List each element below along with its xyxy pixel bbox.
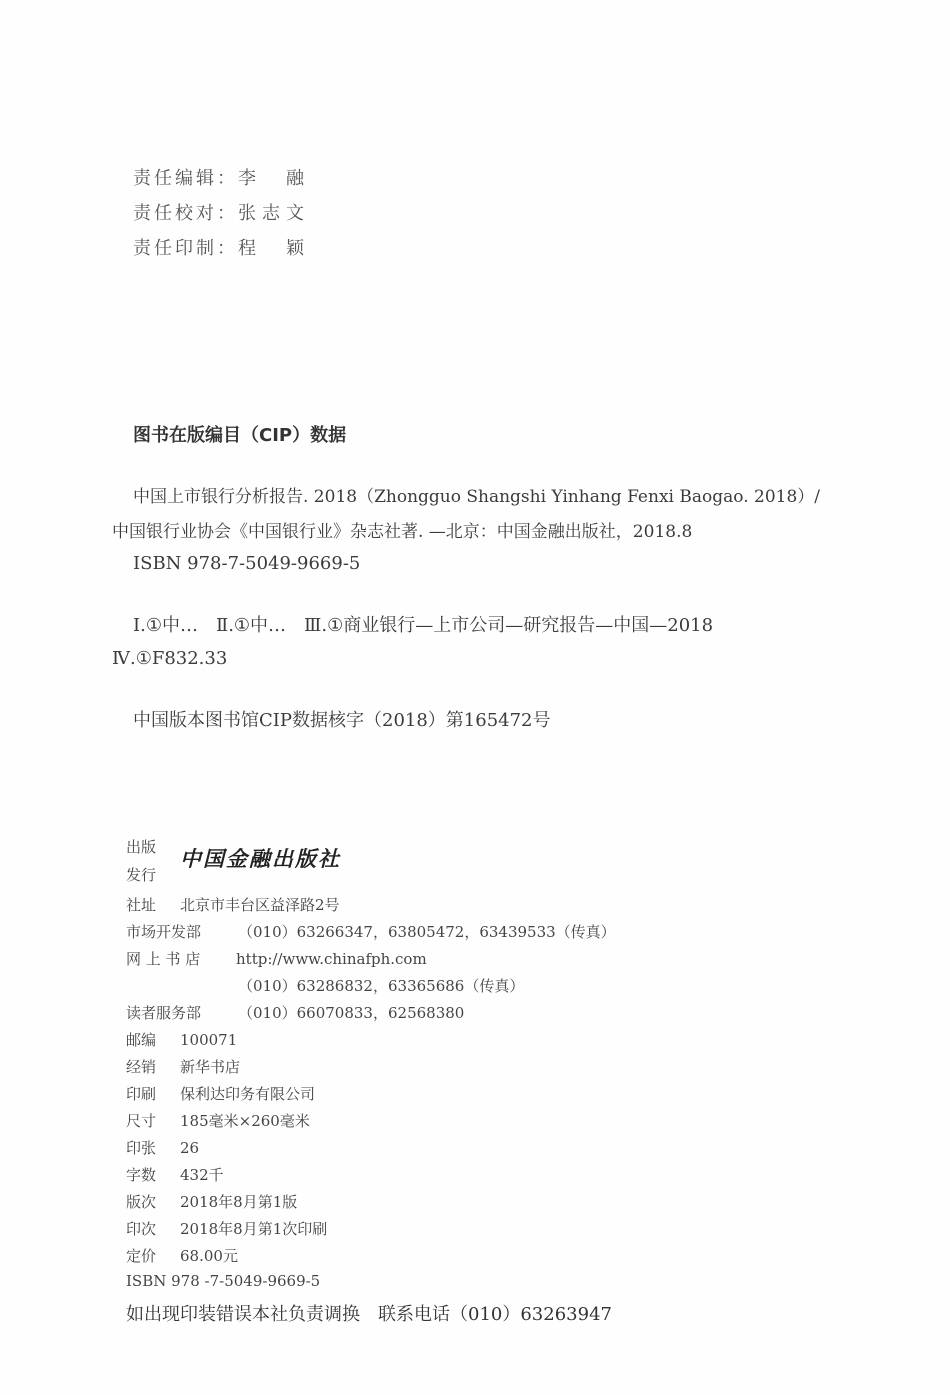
info-row-size xyxy=(126,1110,310,1131)
cip-title-line: 中国上市银行分析报告. 2018（Zhongguo Shangshi Yinhang Fenxi Baogao. 2018）/ xyxy=(133,487,820,507)
info-label: 经销 xyxy=(126,1058,157,1076)
info-value: 2018年8月第1次印刷 xyxy=(180,1220,328,1238)
info-value: 26 xyxy=(180,1139,200,1157)
info-label: 尺寸 xyxy=(126,1112,157,1130)
info-row-impression xyxy=(126,1218,327,1239)
info-label: 字数 xyxy=(126,1166,157,1184)
info-row-edition xyxy=(126,1191,297,1212)
staff-proofreader xyxy=(133,199,310,225)
staff-name: 程 颖 xyxy=(238,238,310,259)
info-label: 社址 xyxy=(126,896,157,914)
info-value: 100071 xyxy=(180,1031,238,1049)
cip-isbn: ISBN 978-7-5049-9669-5 xyxy=(133,553,361,574)
publisher-logo: 中国金融出版社 xyxy=(180,846,341,871)
info-value: 2018年8月第1版 xyxy=(180,1193,298,1211)
info-value: 185毫米×260毫米 xyxy=(180,1112,310,1130)
staff-label: 责任印制： xyxy=(133,238,238,259)
info-value: 新华书店 xyxy=(180,1058,241,1076)
info-value: 432千 xyxy=(180,1166,224,1184)
cip-heading: 图书在版编目（CIP）数据 xyxy=(133,425,347,446)
cip-classification: Ⅰ.①中… Ⅱ.①中… Ⅲ.①商业银行—上市公司—研究报告—中国—2018 xyxy=(133,615,714,636)
info-row-online-phone xyxy=(238,975,524,996)
info-label: 印张 xyxy=(126,1139,157,1157)
info-label: 版次 xyxy=(126,1193,157,1211)
info-label: 读者服务部 xyxy=(126,1004,202,1022)
info-row-sheets xyxy=(126,1137,199,1158)
staff-editor xyxy=(133,164,310,190)
publisher-label-top: 出版 xyxy=(126,838,157,856)
footer-notice: 如出现印装错误本社负责调换 联系电话（010）63263947 xyxy=(126,1304,612,1325)
info-label: 定价 xyxy=(126,1247,157,1265)
info-label: 印次 xyxy=(126,1220,157,1238)
cip-record-number: 中国版本图书馆CIP数据核字（2018）第165472号 xyxy=(133,710,551,731)
isbn-bottom: ISBN 978 -7-5049-9669-5 xyxy=(126,1272,321,1290)
info-row-printer xyxy=(126,1083,315,1104)
publisher-label-bottom: 发行 xyxy=(126,866,157,884)
info-value: 保利达印务有限公司 xyxy=(180,1085,316,1103)
info-value: 68.00元 xyxy=(180,1247,238,1265)
info-value: http://www.chinafph.com xyxy=(236,950,427,968)
info-label: 印刷 xyxy=(126,1085,157,1103)
info-value: 北京市丰台区益泽路2号 xyxy=(180,896,340,914)
staff-label: 责任校对： xyxy=(133,203,238,224)
info-row-distributor xyxy=(126,1056,240,1077)
info-label: 网 上 书 店 xyxy=(126,950,201,968)
info-row-word-count xyxy=(126,1164,224,1185)
info-row-price xyxy=(126,1245,238,1266)
staff-label: 责任编辑： xyxy=(133,168,238,189)
info-row-postcode xyxy=(126,1029,237,1050)
staff-name: 李 融 xyxy=(238,168,310,189)
info-value: （010）63266347，63805472，63439533（传真） xyxy=(238,923,616,941)
staff-printing xyxy=(133,234,310,260)
info-value: （010）66070833，62568380 xyxy=(238,1004,465,1022)
info-value: （010）63286832，63365686（传真） xyxy=(238,977,525,995)
staff-name: 张志文 xyxy=(238,203,310,224)
cip-clc-number: Ⅳ.①F832.33 xyxy=(112,648,228,669)
info-row-marketing xyxy=(126,921,616,942)
info-label: 邮编 xyxy=(126,1031,157,1049)
cip-author-line: 中国银行业协会《中国银行业》杂志社著. —北京：中国金融出版社，2018.8 xyxy=(112,522,693,542)
info-row-address xyxy=(126,894,340,915)
info-row-online-store xyxy=(126,948,427,969)
info-row-reader-service xyxy=(126,1002,464,1023)
info-label: 市场开发部 xyxy=(126,923,202,941)
